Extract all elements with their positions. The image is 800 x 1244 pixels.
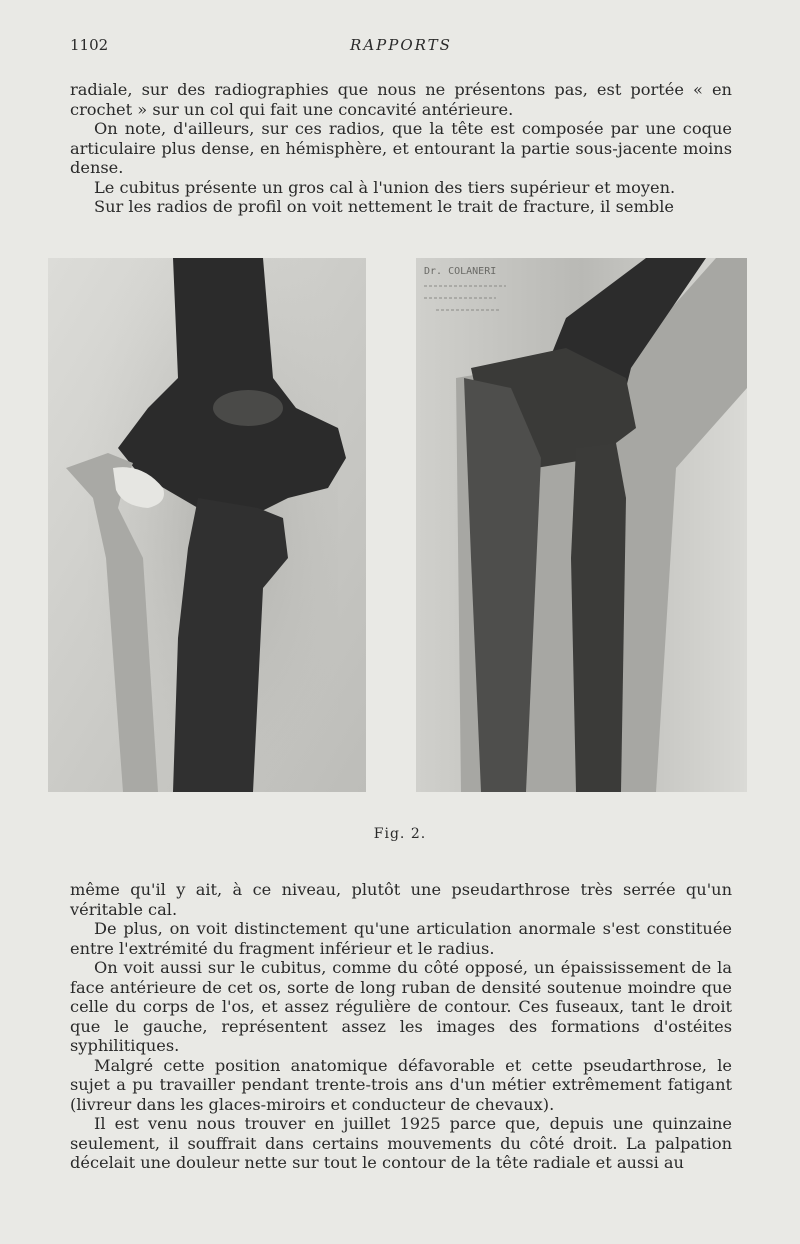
paragraph: Le cubitus présente un gros cal à l'union des tiers supérieur et moyen. — [94, 177, 676, 197]
xray-frontal-view — [48, 258, 366, 792]
paragraph: Malgré cette position anatomique défavorable et cette pseudarthrose, le sujet a pu travailler pendant trente-trois ans d'un métier extrêmement fatigant (livreur dans les glaces-miroirs et conducteur de chevaux). — [70, 1055, 732, 1114]
film-stamp-text: Dr. COLANERI — [424, 266, 497, 277]
bottom-text-block — [70, 880, 732, 1173]
paragraph: même qu'il y ait, à ce niveau, plutôt une pseudarthrose très serrée qu'un véritable cal. — [70, 880, 732, 919]
paragraph: radiale, sur des radiographies que nous ne présentons pas, est portée « en crochet » sur un col qui fait une concavité antérieure. — [70, 80, 732, 119]
paragraph: Il est venu nous trouver en juillet 1925 parce que, depuis une quinzaine seulement, il souffrait dans certains mouvements du côté droit. La palpation décelait une douleur nette sur tout le contour de la tête radiale et aussi au — [70, 1114, 732, 1172]
figure-caption: Fig. 2. — [373, 826, 427, 842]
xray-lateral-view — [416, 258, 747, 792]
top-text-block — [70, 80, 732, 217]
running-title: RAPPORTS — [350, 36, 452, 54]
page-number: 1102 — [70, 36, 109, 54]
xray-lateral-image — [416, 258, 747, 792]
paragraph: On voit aussi sur le cubitus, comme du côté opposé, un épaississement de la face antérieure de cet os, sorte de long ruban de densité soutenue moindre que celle du corps de l'os, et assez régulière de contour. Ces fuseaux, tant le droit que le gauche, représentent assez les images des formations d'ostéites syphilitiques. — [70, 958, 732, 1055]
paragraph: De plus, on voit distinctement qu'une articulation anormale s'est constituée entre l'extrémité du fragment inférieur et le radius. — [70, 919, 732, 958]
paragraph: On note, d'ailleurs, sur ces radios, que la tête est composée par une coque articulaire plus dense, en hémisphère, et entourant la partie sous-jacente moins dense. — [70, 119, 732, 177]
xray-frontal-image — [48, 258, 366, 792]
paragraph: Sur les radios de profil on voit nettement le trait de fracture, il semble — [94, 197, 674, 216]
page-header — [70, 36, 732, 58]
